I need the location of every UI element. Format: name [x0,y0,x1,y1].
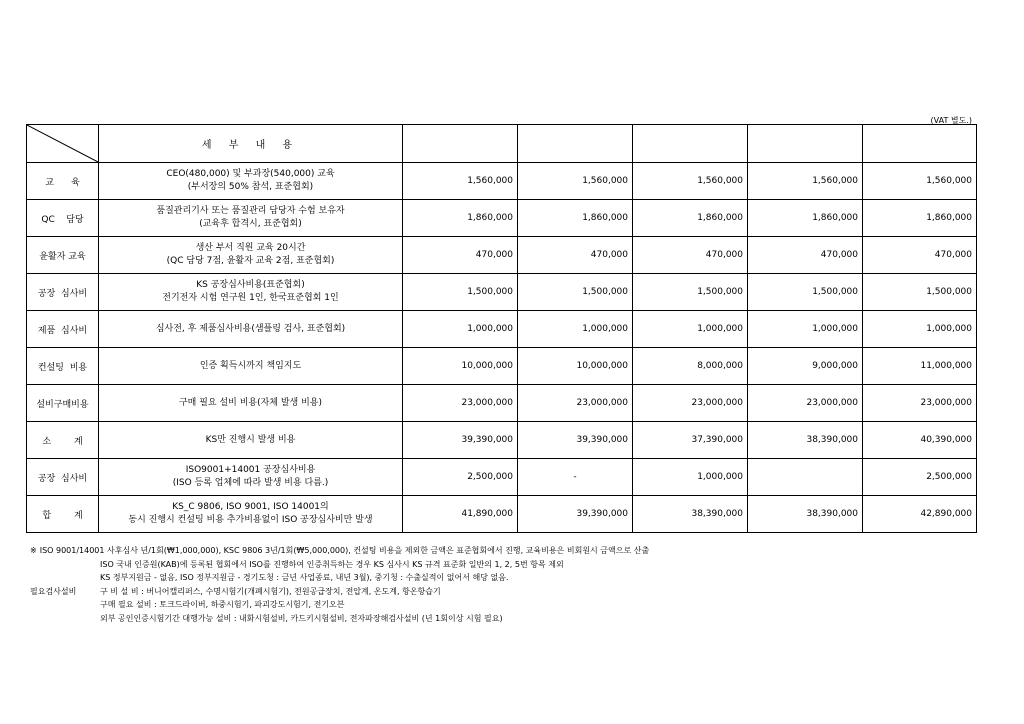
description-line: 동시 진행시 컨설팅 비용 추가비용없이 ISO 공장심사비만 발생 [128,515,373,525]
cost-value: 470,000 [403,237,518,274]
description-line: 심사전, 후 제품심사비용(샘플링 검사, 표준협회) [155,323,346,334]
cost-value: 1,000,000 [748,311,863,348]
row-category: 컨설팅 비용 [27,348,99,385]
description-line: 전기전자 시험 연구원 1인, 한국표준협회 1인 [162,293,339,303]
note-text: ISO 9001/14001 사후심사 년/1회(₩1,000,000), KSC 9806 3년/1회(₩5,000,000), 컨설팅 비용을 제외한 금액은 표준협회에서 진행, 교육비용은 비회원시 금액으로 산출 [39,546,650,555]
cost-value: 38,390,000 [748,422,863,459]
note-line [30,585,990,599]
cost-value [748,459,863,496]
cost-value: 11,000,000 [863,348,977,385]
cost-value: 1,000,000 [863,311,977,348]
cost-value: 470,000 [863,237,977,274]
cost-value: 40,390,000 [863,422,977,459]
header-option-cell [633,125,748,163]
cost-value: 1,500,000 [403,274,518,311]
row-description [99,385,403,422]
note-label: 필요검사설비 [30,586,77,596]
cost-value: 10,000,000 [403,348,518,385]
cost-value: 1,560,000 [633,163,748,200]
table-row [27,496,977,533]
cost-value: 42,890,000 [863,496,977,533]
cost-value: 10,000,000 [518,348,633,385]
cost-value: 23,000,000 [403,385,518,422]
table-row [27,385,977,422]
header-option-cell [748,125,863,163]
description-line: KS_C 9806, ISO 9001, ISO 14001의 [172,502,329,512]
row-category: 공장 심사비 [27,274,99,311]
cost-value: 1,860,000 [863,200,977,237]
note-line [30,598,990,612]
table-row [27,237,977,274]
row-description [99,311,403,348]
row-category: 합 계 [27,496,99,533]
description-line: (ISO 등록 업체에 따라 발생 비용 다름.) [172,478,329,488]
table-row [27,163,977,200]
table-row [27,200,977,237]
cost-value: 1,500,000 [633,274,748,311]
cost-value: 39,390,000 [403,422,518,459]
note-text: 외부 공인인증시험기간 대행가능 설비 : 내화시험설비, 카드키시험설비, 전자파장해검사설비 (년 1회이상 시험 필요) [100,613,503,623]
row-category: 공장 심사비 [27,459,99,496]
note-label [30,558,100,572]
description-line: ISO9001+14001 공장심사비용 [185,465,316,475]
note-text: 구 비 설 비 : 버니어캘리퍼스, 수명시험기(개폐시험기), 전원공급장치, 전압계, 온도계, 항온항습기 [100,586,441,596]
table-row [27,348,977,385]
row-category: 소 계 [27,422,99,459]
row-description [99,348,403,385]
table-row [27,274,977,311]
row-description [99,163,403,200]
cost-value: 1,500,000 [518,274,633,311]
cost-value: 1,000,000 [403,311,518,348]
table-row [27,459,977,496]
header-option-cell [403,125,518,163]
cost-value: 1,500,000 [748,274,863,311]
row-description [99,237,403,274]
note-label [30,612,100,626]
row-category: 교 육 [27,163,99,200]
row-description [99,459,403,496]
cost-value: - [518,459,633,496]
note-line [30,612,990,626]
row-description [99,422,403,459]
cost-value: 2,500,000 [863,459,977,496]
note-text: ISO 국내 인증원(KAB)에 등록된 협회에서 ISO를 진행하여 인증취득하는 경우 KS 심사시 KS 규격 표준화 일반의 1, 2, 5번 항목 제외 [100,559,564,569]
diagonal-header-cell [27,125,99,163]
cost-value: 23,000,000 [748,385,863,422]
cost-value: 1,000,000 [518,311,633,348]
cost-value: 1,500,000 [863,274,977,311]
cost-value: 470,000 [518,237,633,274]
note-text: 구매 필요 설비 : 토크드라이버, 하중시험기, 파괴강도시험기, 전기오븐 [100,600,345,609]
note-label [30,571,100,585]
cost-value: 38,390,000 [748,496,863,533]
description-line: (QC 담당 7점, 윤활자 교육 2점, 표준협회) [166,256,335,266]
cost-value: 23,000,000 [863,385,977,422]
row-description [99,496,403,533]
description-line: (교육후 합격시, 표준협회) [199,219,302,229]
note-line [30,571,990,585]
cost-value: 470,000 [633,237,748,274]
row-category: 설비구매비용 [27,385,99,422]
description-line: 구매 필요 설비 비용(자체 발생 비용) [178,397,323,408]
cost-value: 2,500,000 [403,459,518,496]
cost-value: 1,860,000 [403,200,518,237]
cost-value: 38,390,000 [633,496,748,533]
cost-value: 37,390,000 [633,422,748,459]
row-category: 윤활자 교육 [27,237,99,274]
row-description [99,274,403,311]
table-row [27,311,977,348]
description-line: CEO(480,000) 및 부과장(540,000) 교육 [166,169,335,179]
cost-value: 1,860,000 [633,200,748,237]
description-line: KS만 진행시 발생 비용 [205,434,296,445]
note-label: ※ [30,546,37,555]
description-line: 생산 부서 직원 교육 20시간 [195,243,306,253]
description-line: 인증 획득시까지 책임지도 [199,360,302,371]
cost-value: 39,390,000 [518,496,633,533]
cost-value: 1,860,000 [518,200,633,237]
cost-value: 23,000,000 [518,385,633,422]
header-option-cell [518,125,633,163]
note-line [30,558,990,572]
cost-table [26,124,977,533]
cost-value: 1,560,000 [863,163,977,200]
cost-value: 1,560,000 [518,163,633,200]
cost-value: 1,000,000 [633,459,748,496]
cost-value: 8,000,000 [633,348,748,385]
vat-note: (VAT 별도.) [930,116,972,125]
table-row [27,422,977,459]
cost-value: 470,000 [748,237,863,274]
row-category: QC 담당 [27,200,99,237]
header-option-cell [863,125,977,163]
row-description [99,200,403,237]
cost-value: 39,390,000 [518,422,633,459]
cost-value: 1,560,000 [403,163,518,200]
note-text: KS 정부지원금 - 없음, ISO 정부지원금 - 경기도청 : 금년 사업종료, 내년 3월), 중기청 : 수출실적이 없어서 해당 없음. [100,573,509,582]
cost-value: 23,000,000 [633,385,748,422]
description-line: KS 공장심사비용(표준협회) [196,280,305,290]
header-detail-title: 세 부 내 용 [99,125,403,163]
cost-value: 1,860,000 [748,200,863,237]
row-category: 제품 심사비 [27,311,99,348]
cost-value: 1,560,000 [748,163,863,200]
header-row [27,125,977,163]
description-line: 품질관리기사 또는 품질관리 담당자 수험 보유자 [156,206,345,216]
footnotes [30,544,990,625]
note-line [30,544,990,558]
cost-value: 9,000,000 [748,348,863,385]
cost-value: 1,000,000 [633,311,748,348]
description-line: (부서장의 50% 참석, 표준협회) [187,182,314,192]
note-label [30,598,100,612]
cost-value: 41,890,000 [403,496,518,533]
